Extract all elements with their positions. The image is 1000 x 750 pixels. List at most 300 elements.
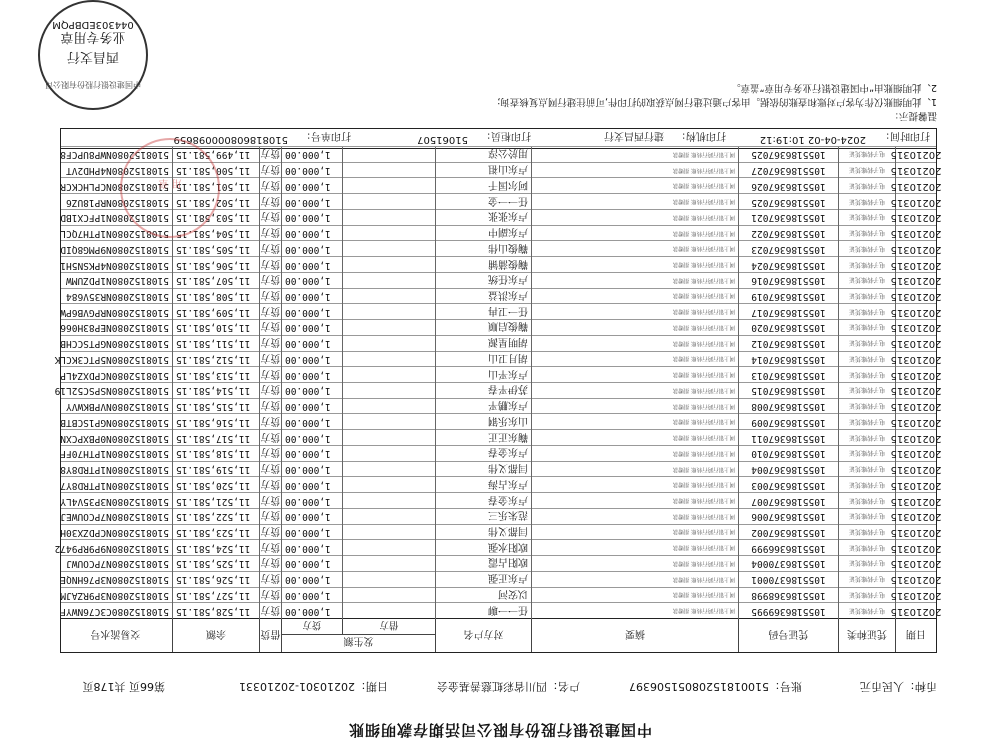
cell-serial: 5108152080N5PTC3KCLK bbox=[54, 353, 169, 365]
cell-voucher-no: 1055186367012 bbox=[738, 336, 838, 352]
cell-voucher-type: 电子转账凭证 bbox=[838, 462, 895, 478]
cell-voucher-no: 1055186367003 bbox=[738, 477, 838, 493]
cell-counterparty: 闫都义伟 bbox=[435, 525, 531, 541]
cell-serial: 5108152080NCPDXZ4LP bbox=[60, 369, 169, 381]
col-counterparty-header: 对方户名 bbox=[435, 619, 531, 652]
cell-debit bbox=[342, 163, 435, 179]
cell-voucher-type: 电子转账凭证 bbox=[838, 477, 895, 493]
cell-direction: 贷方 bbox=[259, 367, 281, 383]
cell-serial: 5108152080NRP18UZ6 bbox=[66, 196, 169, 208]
cell-summary: 网上银行跨行转账 捐赠款 bbox=[531, 257, 738, 273]
cell-debit bbox=[342, 525, 435, 541]
cell-voucher-type: 电子转账凭证 bbox=[838, 289, 895, 305]
cell-credit: 1,000.00 bbox=[281, 336, 342, 352]
cell-direction: 贷方 bbox=[259, 178, 281, 194]
cell-date: 20210315 bbox=[895, 493, 936, 509]
cell-balance: 11,514,581.15 bbox=[172, 383, 259, 399]
cell-direction: 贷方 bbox=[259, 462, 281, 478]
cell-voucher-no: 1055186367004 bbox=[738, 462, 838, 478]
cell-summary: 网上银行跨行转账 捐赠款 bbox=[531, 556, 738, 572]
cell-voucher-no: 1055186367009 bbox=[738, 414, 838, 430]
cell-debit bbox=[342, 430, 435, 446]
cell-voucher-no: 1055186367020 bbox=[738, 320, 838, 336]
cell-direction: 贷方 bbox=[259, 556, 281, 572]
cell-date: 20210315 bbox=[895, 414, 936, 430]
cell-serial: 5108152080N4PKSN5H1 bbox=[60, 259, 169, 271]
cell-credit: 1,000.00 bbox=[281, 367, 342, 383]
cell-direction: 贷方 bbox=[259, 241, 281, 257]
cell-debit bbox=[342, 572, 435, 588]
cell-debit bbox=[342, 556, 435, 572]
col-date-header: 日期 bbox=[895, 619, 936, 652]
cell-debit bbox=[342, 509, 435, 525]
cell-serial: 5108152080N7PCOUWEJ bbox=[60, 511, 169, 523]
cell-counterparty: 卢东任统 bbox=[435, 273, 531, 289]
notes-heading: 温馨提示： bbox=[889, 110, 937, 121]
cell-voucher-type: 电子转账凭证 bbox=[838, 446, 895, 462]
cell-date: 20210315 bbox=[895, 588, 936, 604]
col-voucher-type-header: 凭证种类 bbox=[838, 619, 895, 652]
cell-direction: 贷方 bbox=[259, 509, 281, 525]
cell-balance: 11,499,581.15 bbox=[172, 147, 259, 163]
cell-serial: 5108152080N3P9RZAJM bbox=[60, 589, 169, 601]
cell-credit: 1,000.00 bbox=[281, 556, 342, 572]
seal-type: 业务专用章 bbox=[60, 29, 126, 44]
cell-counterparty: 欧阳水强 bbox=[435, 540, 531, 556]
cell-direction: 贷方 bbox=[259, 289, 281, 305]
cell-direction: 贷方 bbox=[259, 446, 281, 462]
cell-balance: 11,521,581.15 bbox=[172, 493, 259, 509]
cell-direction: 贷方 bbox=[259, 525, 281, 541]
cell-serial: 5108152080N9P9RP9472 bbox=[54, 542, 169, 554]
cell-voucher-type: 电子转账凭证 bbox=[838, 430, 895, 446]
cell-direction: 贷方 bbox=[259, 147, 281, 163]
cell-date: 20210315 bbox=[895, 241, 936, 257]
table-row bbox=[61, 555, 942, 572]
table-row bbox=[60, 508, 942, 525]
cell-balance: 11,511,581.15 bbox=[172, 336, 259, 352]
cell-counterparty: 胡月卫山 bbox=[435, 352, 531, 368]
cell-balance: 11,504,581.15 bbox=[172, 226, 259, 242]
cell-credit: 1,000.00 bbox=[281, 273, 342, 289]
cell-summary: 网上银行跨行转账 捐赠款 bbox=[531, 367, 738, 383]
cell-date: 20210315 bbox=[895, 194, 936, 210]
cell-voucher-no: 1055186367014 bbox=[738, 352, 838, 368]
cell-balance: 11,517,581.15 bbox=[172, 430, 259, 446]
cell-debit bbox=[342, 446, 435, 462]
cell-debit bbox=[342, 462, 435, 478]
cell-summary: 网上银行跨行转账 捐赠款 bbox=[531, 462, 738, 478]
cell-balance: 11,526,581.15 bbox=[172, 572, 259, 588]
cell-debit bbox=[342, 399, 435, 415]
col-balance-header: 余额 bbox=[172, 619, 259, 652]
table-row bbox=[60, 256, 942, 273]
cell-debit bbox=[342, 414, 435, 430]
cell-voucher-no: 1055186367026 bbox=[738, 178, 838, 194]
cell-balance: 11,513,581.15 bbox=[172, 367, 259, 383]
cell-serial: 5108152080NGPTSCCHB bbox=[60, 338, 169, 350]
seal-code: 044303EDBPQM bbox=[52, 19, 134, 30]
cell-serial: 5108152080N3P35V4LY bbox=[60, 495, 169, 507]
cell-debit bbox=[342, 320, 435, 336]
cell-direction: 贷方 bbox=[259, 399, 281, 415]
cell-voucher-type: 电子转账凭证 bbox=[838, 588, 895, 604]
cell-date: 20210315 bbox=[895, 509, 936, 525]
cell-credit: 1,000.00 bbox=[281, 289, 342, 305]
cell-date: 20210315 bbox=[895, 477, 936, 493]
cell-debit bbox=[342, 273, 435, 289]
cell-balance: 11,509,581.15 bbox=[172, 304, 259, 320]
cell-voucher-no: 1055186367002 bbox=[738, 525, 838, 541]
cell-voucher-type: 电子转账凭证 bbox=[838, 210, 895, 226]
cell-debit bbox=[342, 226, 435, 242]
cell-date: 20210315 bbox=[895, 383, 936, 399]
cell-counterparty: 卢东占海 bbox=[435, 477, 531, 493]
table-row bbox=[60, 476, 942, 493]
cell-debit bbox=[342, 194, 435, 210]
cell-serial: 5108152080N7PCOUWJ bbox=[66, 558, 169, 570]
cell-summary: 网上银行跨行转账 捐赠款 bbox=[531, 320, 738, 336]
cell-balance: 11,507,581.15 bbox=[172, 273, 259, 289]
cell-balance: 11,519,581.15 bbox=[172, 462, 259, 478]
cell-voucher-type: 电子转账凭证 bbox=[838, 414, 895, 430]
cell-summary: 网上银行跨行转账 捐赠款 bbox=[531, 289, 738, 305]
cell-debit bbox=[342, 367, 435, 383]
cell-voucher-type: 电子转账凭证 bbox=[838, 178, 895, 194]
document-title: 中国建设银行股份有限公司活期存款明细账 bbox=[348, 721, 653, 739]
cell-balance: 11,523,581.15 bbox=[172, 525, 259, 541]
cell-counterparty: 阿尔国千 bbox=[435, 178, 531, 194]
cell-credit: 1,000.00 bbox=[281, 572, 342, 588]
cell-voucher-type: 电子转账凭证 bbox=[838, 367, 895, 383]
currency-label: 币种：人民币元 bbox=[860, 680, 937, 693]
cell-serial: 5108152080N1PTH7QCL bbox=[60, 228, 169, 240]
cell-counterparty: 闫都义伟 bbox=[435, 462, 531, 478]
bank-seal-stamp bbox=[38, 0, 148, 110]
cell-voucher-no: 1055186368998 bbox=[738, 588, 838, 604]
cell-summary: 网上银行跨行转账 捐赠款 bbox=[531, 336, 738, 352]
cell-counterparty: 鞠东正正 bbox=[435, 430, 531, 446]
cell-balance: 11,510,581.15 bbox=[172, 320, 259, 336]
cell-balance: 11,518,581.15 bbox=[172, 446, 259, 462]
table-row bbox=[60, 445, 942, 462]
cell-balance: 11,505,581.15 bbox=[172, 241, 259, 257]
cell-credit: 1,000.00 bbox=[281, 178, 342, 194]
table-row bbox=[54, 539, 942, 556]
cell-balance: 11,512,581.15 bbox=[172, 352, 259, 368]
cell-credit: 1,000.00 bbox=[281, 493, 342, 509]
cell-summary: 网上银行跨行转账 捐赠款 bbox=[531, 210, 738, 226]
cell-debit bbox=[342, 588, 435, 604]
cell-date: 20210315 bbox=[895, 430, 936, 446]
cell-date: 20210315 bbox=[895, 336, 936, 352]
seal-ring-text: 中国建设银行股份有限公司 bbox=[45, 80, 141, 89]
cell-voucher-no: 1055186367023 bbox=[738, 241, 838, 257]
cell-serial: 5108152080NCPDZX30H bbox=[60, 526, 169, 538]
col-direction-header: 借贷 bbox=[259, 619, 281, 652]
cell-credit: 1,000.00 bbox=[281, 588, 342, 604]
cell-summary: 网上银行跨行转账 捐赠款 bbox=[531, 352, 738, 368]
cell-debit bbox=[342, 210, 435, 226]
cell-date: 20210315 bbox=[895, 367, 936, 383]
cell-counterparty: 卢东山祖 bbox=[435, 163, 531, 179]
cell-summary: 网上银行跨行转账 捐赠款 bbox=[531, 163, 738, 179]
cell-serial: 5108152080N1PTRD8Y7 bbox=[60, 479, 169, 491]
cell-date: 20210315 bbox=[895, 462, 936, 478]
cell-serial: 5108152080NCPLHCKCR bbox=[60, 180, 169, 192]
cell-direction: 贷方 bbox=[259, 273, 281, 289]
notes-line-1: 1、此明细账仅作为客户对账和查账的依据。由客户通过建行网点获取的打印件,可前往建行网点复核查询; bbox=[497, 96, 937, 107]
cell-serial: 5108152080N9PMG8QID bbox=[60, 243, 169, 255]
cell-voucher-type: 电子转账凭证 bbox=[838, 226, 895, 242]
cell-voucher-type: 电子转账凭证 bbox=[838, 336, 895, 352]
cell-counterparty: 卢东金春 bbox=[435, 493, 531, 509]
cell-balance: 11,503,581.15 bbox=[172, 210, 259, 226]
col-summary-header: 摘要 bbox=[531, 619, 738, 652]
cell-debit bbox=[342, 336, 435, 352]
cell-counterparty: 鞠俊蒲铺 bbox=[435, 257, 531, 273]
cell-date: 20210315 bbox=[895, 399, 936, 415]
red-seal-stamp bbox=[120, 138, 220, 238]
cell-serial: 5108152080NRPGVB6PW bbox=[60, 306, 169, 318]
cell-credit: 1,000.00 bbox=[281, 540, 342, 556]
cell-summary: 网上银行跨行转账 捐赠款 bbox=[531, 572, 738, 588]
cell-direction: 贷方 bbox=[259, 540, 281, 556]
cell-voucher-no: 1055186367022 bbox=[738, 226, 838, 242]
table-row bbox=[61, 398, 942, 415]
cell-balance: 11,522,581.15 bbox=[172, 509, 259, 525]
cell-voucher-no: 1055186370001 bbox=[738, 572, 838, 588]
cell-voucher-no: 1055186367027 bbox=[738, 163, 838, 179]
cell-counterparty: 卢东平山 bbox=[435, 367, 531, 383]
table-row bbox=[60, 461, 942, 478]
date-range-label: 日期：20210301-20210331 bbox=[239, 680, 388, 693]
cell-direction: 贷方 bbox=[259, 493, 281, 509]
cell-date: 20210315 bbox=[895, 147, 936, 163]
table-row bbox=[60, 429, 942, 446]
cell-direction: 贷方 bbox=[259, 588, 281, 604]
cell-balance: 11,527,581.15 bbox=[172, 588, 259, 604]
cell-date: 20210315 bbox=[895, 304, 936, 320]
print-no-label: 打印单号： bbox=[301, 130, 351, 141]
cell-summary: 网上银行跨行转账 捐赠款 bbox=[531, 509, 738, 525]
cell-voucher-no: 1055186367017 bbox=[738, 304, 838, 320]
cell-credit: 1,000.00 bbox=[281, 194, 342, 210]
cell-direction: 贷方 bbox=[259, 414, 281, 430]
col-debit-header: 借方 bbox=[342, 619, 435, 635]
cell-summary: 网上银行跨行转账 捐赠款 bbox=[531, 399, 738, 415]
cell-voucher-no: 1055186367021 bbox=[738, 210, 838, 226]
cell-serial: 5108152080N0PBXPCXN bbox=[60, 432, 169, 444]
cell-summary: 网上银行跨行转账 捐赠款 bbox=[531, 446, 738, 462]
cell-direction: 贷方 bbox=[259, 430, 281, 446]
print-teller-label: 打印柜员： bbox=[481, 130, 531, 141]
cell-date: 20210315 bbox=[895, 289, 936, 305]
cell-direction: 贷方 bbox=[259, 257, 281, 273]
cell-credit: 1,000.00 bbox=[281, 320, 342, 336]
table-row bbox=[60, 240, 942, 257]
cell-date: 20210315 bbox=[895, 163, 936, 179]
cell-summary: 网上银行跨行转账 捐赠款 bbox=[531, 525, 738, 541]
cell-counterparty: 欧阳占霞 bbox=[435, 556, 531, 572]
cell-voucher-type: 电子转账凭证 bbox=[838, 540, 895, 556]
cell-credit: 1,000.00 bbox=[281, 477, 342, 493]
cell-serial: 5108152080N1PTH70FF bbox=[60, 448, 169, 460]
table-row bbox=[60, 602, 942, 619]
cell-direction: 贷方 bbox=[259, 226, 281, 242]
cell-balance: 11,528,581.15 bbox=[172, 603, 259, 619]
cell-counterparty: 卢东正强 bbox=[435, 572, 531, 588]
cell-debit bbox=[342, 383, 435, 399]
table-row bbox=[60, 335, 942, 352]
cell-direction: 贷方 bbox=[259, 603, 281, 619]
cell-voucher-type: 电子转账凭证 bbox=[838, 383, 895, 399]
cell-counterparty: 任一一金 bbox=[435, 194, 531, 210]
print-time-label: 打印时间： bbox=[880, 130, 930, 141]
cell-summary: 网上银行跨行转账 捐赠款 bbox=[531, 273, 738, 289]
cell-voucher-type: 电子转账凭证 bbox=[838, 556, 895, 572]
cell-counterparty: 卢东鹏平 bbox=[435, 399, 531, 415]
cell-credit: 1,000.00 bbox=[281, 509, 342, 525]
cell-debit bbox=[342, 540, 435, 556]
notes-line-2: 2、此明细账由“中国建设银行业务专用章”盖章。 bbox=[731, 82, 937, 93]
cell-summary: 网上银行跨行转账 捐赠款 bbox=[531, 147, 738, 163]
cell-direction: 贷方 bbox=[259, 210, 281, 226]
cell-counterparty: 卢东张张 bbox=[435, 210, 531, 226]
cell-date: 20210315 bbox=[895, 446, 936, 462]
cell-serial: 5108152080NGP1SCBTB bbox=[60, 416, 169, 428]
cell-balance: 11,501,581.15 bbox=[172, 178, 259, 194]
col-amount-group-header: 发生额 bbox=[281, 619, 435, 652]
cell-date: 20210315 bbox=[895, 572, 936, 588]
cell-voucher-no: 1055186367010 bbox=[738, 446, 838, 462]
cell-direction: 贷方 bbox=[259, 352, 281, 368]
cell-credit: 1,000.00 bbox=[281, 163, 342, 179]
cell-balance: 11,508,581.15 bbox=[172, 289, 259, 305]
table-row bbox=[60, 319, 942, 336]
cell-summary: 网上银行跨行转账 捐赠款 bbox=[531, 493, 738, 509]
cell-counterparty: 胡明星源 bbox=[435, 336, 531, 352]
cell-serial: 5108152080NEP83H066 bbox=[60, 322, 169, 334]
cell-voucher-type: 电子转账凭证 bbox=[838, 257, 895, 273]
cell-serial: 5108152080N1PDZUMW bbox=[66, 275, 169, 287]
cell-credit: 1,000.00 bbox=[281, 446, 342, 462]
cell-direction: 贷方 bbox=[259, 336, 281, 352]
cell-debit bbox=[342, 352, 435, 368]
cell-counterparty: 范朱乐三 bbox=[435, 509, 531, 525]
cell-date: 20210315 bbox=[895, 525, 936, 541]
cell-debit bbox=[342, 147, 435, 163]
table-row bbox=[61, 288, 942, 305]
cell-voucher-no: 1055186367015 bbox=[738, 383, 838, 399]
page-label: 第66页 共178页 bbox=[82, 680, 165, 693]
cell-voucher-type: 电子转账凭证 bbox=[838, 525, 895, 541]
cell-credit: 1,000.00 bbox=[281, 257, 342, 273]
cell-voucher-type: 电子转账凭证 bbox=[838, 147, 895, 163]
cell-counterparty: 任一一聊 bbox=[435, 603, 531, 619]
cell-debit bbox=[342, 289, 435, 305]
cell-date: 20210315 bbox=[895, 226, 936, 242]
cell-summary: 网上银行跨行转账 捐赠款 bbox=[531, 603, 738, 619]
cell-voucher-type: 电子转账凭证 bbox=[838, 273, 895, 289]
table-row bbox=[60, 587, 942, 604]
cell-voucher-no: 1055186367013 bbox=[738, 367, 838, 383]
cell-voucher-type: 电子转账凭证 bbox=[838, 352, 895, 368]
cell-date: 20210315 bbox=[895, 257, 936, 273]
table-row bbox=[60, 571, 942, 588]
cell-voucher-type: 电子转账凭证 bbox=[838, 241, 895, 257]
cell-summary: 网上银行跨行转账 捐赠款 bbox=[531, 588, 738, 604]
cell-balance: 11,516,581.15 bbox=[172, 414, 259, 430]
cell-date: 20210315 bbox=[895, 273, 936, 289]
cell-credit: 1,000.00 bbox=[281, 603, 342, 619]
cell-voucher-type: 电子转账凭证 bbox=[838, 509, 895, 525]
col-credit-header: 贷方 bbox=[281, 619, 342, 635]
table-header bbox=[61, 618, 936, 652]
cell-counterparty: 任一卫冉 bbox=[435, 304, 531, 320]
cell-voucher-type: 电子转账凭证 bbox=[838, 304, 895, 320]
cell-summary: 网上银行跨行转账 捐赠款 bbox=[531, 226, 738, 242]
print-no: 510818608000098659 bbox=[173, 134, 288, 145]
cell-voucher-type: 电子转账凭证 bbox=[838, 572, 895, 588]
col-serial-header: 交易流水号 bbox=[90, 628, 141, 639]
print-org: 建行西昌支行 bbox=[604, 130, 664, 141]
cell-summary: 网上银行跨行转账 捐赠款 bbox=[531, 383, 738, 399]
cell-voucher-no: 1055186367024 bbox=[738, 257, 838, 273]
print-teller: 51061507 bbox=[417, 134, 468, 145]
cell-credit: 1,000.00 bbox=[281, 304, 342, 320]
cell-direction: 贷方 bbox=[259, 383, 281, 399]
cell-serial: 5108152080NVPBKWVY bbox=[66, 401, 169, 413]
cell-counterparty: 卢东金春 bbox=[435, 446, 531, 462]
cell-voucher-no: 1055186367025 bbox=[738, 194, 838, 210]
cell-credit: 1,000.00 bbox=[281, 414, 342, 430]
cell-credit: 1,000.00 bbox=[281, 430, 342, 446]
cell-counterparty: 鞠俊山伟 bbox=[435, 241, 531, 257]
cell-debit bbox=[342, 603, 435, 619]
cell-summary: 网上银行跨行转账 捐赠款 bbox=[531, 477, 738, 493]
cell-direction: 贷方 bbox=[259, 477, 281, 493]
account-label: 账号：51001815208051506397 bbox=[629, 680, 802, 693]
cell-serial: 5108152080NWP8UPCF8 bbox=[60, 149, 169, 161]
cell-counterparty: 苏伊平春 bbox=[435, 383, 531, 399]
cell-serial: 5108152080C3C76NWYF bbox=[60, 605, 169, 617]
cell-balance: 11,525,581.15 bbox=[172, 556, 259, 572]
cell-balance: 11,506,581.15 bbox=[172, 257, 259, 273]
cell-debit bbox=[342, 241, 435, 257]
cell-direction: 贷方 bbox=[259, 194, 281, 210]
cell-counterparty: 山东乐钢 bbox=[435, 414, 531, 430]
cell-date: 20210315 bbox=[895, 210, 936, 226]
red-seal-text: 用 章 bbox=[158, 177, 182, 188]
cell-counterparty: 鞠俊启顺 bbox=[435, 320, 531, 336]
cell-counterparty: 用於公淳 bbox=[435, 147, 531, 163]
cell-voucher-no: 1055186367011 bbox=[738, 430, 838, 446]
print-time: 2024-04-02 10:19:12 bbox=[759, 134, 866, 145]
table-row bbox=[54, 382, 942, 399]
cell-voucher-no: 1055186366999 bbox=[738, 540, 838, 556]
cell-debit bbox=[342, 304, 435, 320]
seal-branch: 西昌支行 bbox=[67, 49, 120, 64]
cell-serial: 5108152080NR35V684 bbox=[66, 290, 169, 302]
cell-credit: 1,000.00 bbox=[281, 352, 342, 368]
cell-date: 20210315 bbox=[895, 556, 936, 572]
cell-date: 20210315 bbox=[895, 320, 936, 336]
cell-voucher-no: 1055186367025 bbox=[738, 147, 838, 163]
cell-voucher-no: 1055186367006 bbox=[738, 509, 838, 525]
cell-date: 20210315 bbox=[895, 603, 936, 619]
cell-counterparty: 卢东副中 bbox=[435, 226, 531, 242]
